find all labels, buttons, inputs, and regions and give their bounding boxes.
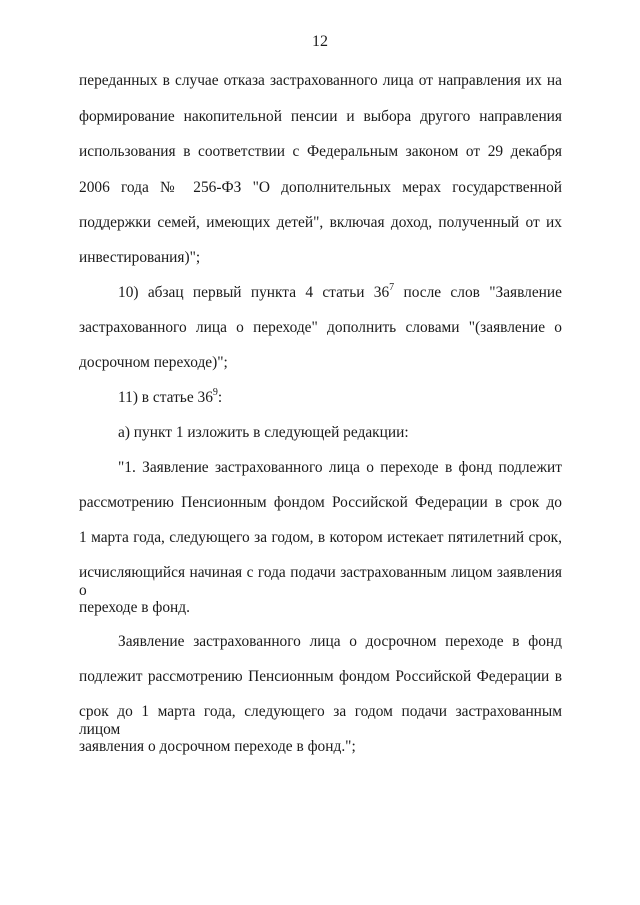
paragraph-1-line-6: инвестирования)";: [79, 249, 201, 266]
item-11-text-end: :: [217, 389, 223, 406]
item-10-line-1: [118, 281, 562, 302]
point-1-line-1: "1. Заявление застрахованного лица о переходе в фонд подлежит: [118, 459, 562, 476]
point-1-line-3: 1 марта года, следующего за годом, в котором истекает пятилетний срок,: [79, 529, 562, 546]
subitem-a-line-1: а) пункт 1 изложить в следующей редакции:: [118, 424, 409, 441]
item-10-text-start: 10) абзац первый пункта 4 статьи 36: [118, 284, 390, 301]
paragraph-1-line-1: переданных в случае отказа застрахованного лица от направления их на: [79, 72, 562, 89]
item-11-line-1: [118, 386, 562, 407]
item-11-text-start: 11) в статье 36: [118, 389, 213, 406]
early-transfer-line-1: Заявление застрахованного лица о досрочном переходе в фонд: [118, 633, 562, 650]
point-1-line-5: переходе в фонд.: [79, 599, 190, 616]
early-transfer-line-4: заявления о досрочном переходе в фонд.";: [79, 738, 356, 755]
item-10-line-2: застрахованного лица о переходе" дополнить словами "(заявление о: [79, 319, 562, 336]
article-superscript: 7: [389, 281, 395, 293]
point-1-line-2: рассмотрению Пенсионным фондом Российской Федерации в срок до: [79, 494, 562, 511]
item-10-line-3: досрочном переходе)";: [79, 354, 228, 371]
article-superscript: 9: [212, 386, 218, 398]
page-number: 12: [312, 33, 328, 50]
item-10-text-end: после слов "Заявление: [394, 284, 562, 301]
paragraph-1-line-2: формирование накопительной пенсии и выбора другого направления: [79, 108, 562, 125]
paragraph-1-line-3: использования в соответствии с Федеральным законом от 29 декабря: [79, 143, 562, 160]
point-1-line-4: исчисляющийся начиная с года подачи застрахованным лицом заявления о: [79, 564, 562, 599]
paragraph-1-line-4: 2006 года № 256-ФЗ "О дополнительных мерах государственной: [79, 179, 562, 196]
early-transfer-line-3: срок до 1 марта года, следующего за годом подачи застрахованным лицом: [79, 703, 562, 738]
paragraph-1-line-5: поддержки семей, имеющих детей", включая доход, полученный от их: [79, 214, 562, 231]
early-transfer-line-2: подлежит рассмотрению Пенсионным фондом Российской Федерации в: [79, 668, 562, 685]
